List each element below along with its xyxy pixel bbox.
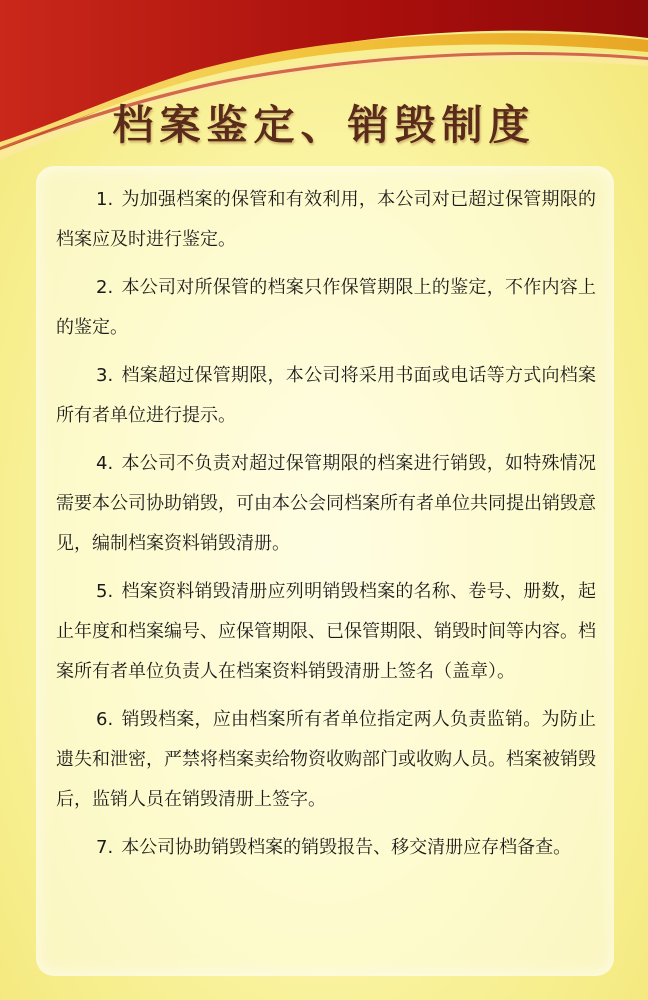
rule-number: 4. xyxy=(96,453,114,474)
list-item xyxy=(56,700,596,820)
list-item xyxy=(56,180,596,260)
list-item xyxy=(56,268,596,348)
rule-text: 为加强档案的保管和有效利用，本公司对已超过保管期限的档案应及时进行鉴定。 xyxy=(56,189,596,250)
list-item xyxy=(56,356,596,436)
list-item xyxy=(56,444,596,564)
rule-number: 6. xyxy=(96,709,114,730)
rule-number: 3. xyxy=(96,365,114,386)
rule-number: 7. xyxy=(96,837,114,858)
rule-text: 档案超过保管期限，本公司将采用书面或电话等方式向档案所有者单位进行提示。 xyxy=(56,365,596,426)
rule-text: 本公司对所保管的档案只作保管期限上的鉴定，不作内容上的鉴定。 xyxy=(56,277,596,338)
rule-text: 本公司不负责对超过保管期限的档案进行销毁，如特殊情况需要本公司协助销毁，可由本公会同档案所有者单位共同提出销毁意见，编制档案资料销毁清册。 xyxy=(56,453,596,554)
list-item xyxy=(56,828,596,868)
rule-number: 5. xyxy=(96,581,114,602)
list-item xyxy=(56,572,596,692)
rule-number: 2. xyxy=(96,277,114,298)
rule-text: 本公司协助销毁档案的销毁报告、移交清册应存档备查。 xyxy=(121,837,572,858)
rule-text: 档案资料销毁清册应列明销毁档案的名称、卷号、册数，起止年度和档案编号、应保管期限、已保管期限、销毁时间等内容。档案所有者单位负责人在档案资料销毁清册上签名（盖章）。 xyxy=(56,581,596,682)
rules-list xyxy=(56,180,596,876)
rule-text: 销毁档案，应由档案所有者单位指定两人负责监销。为防止遗失和泄密，严禁将档案卖给物资收购部门或收购人员。档案被销毁后，监销人员在销毁清册上签字。 xyxy=(56,709,596,810)
rule-number: 1. xyxy=(96,189,114,210)
page-title: 档案鉴定、销毁制度 xyxy=(112,101,536,149)
